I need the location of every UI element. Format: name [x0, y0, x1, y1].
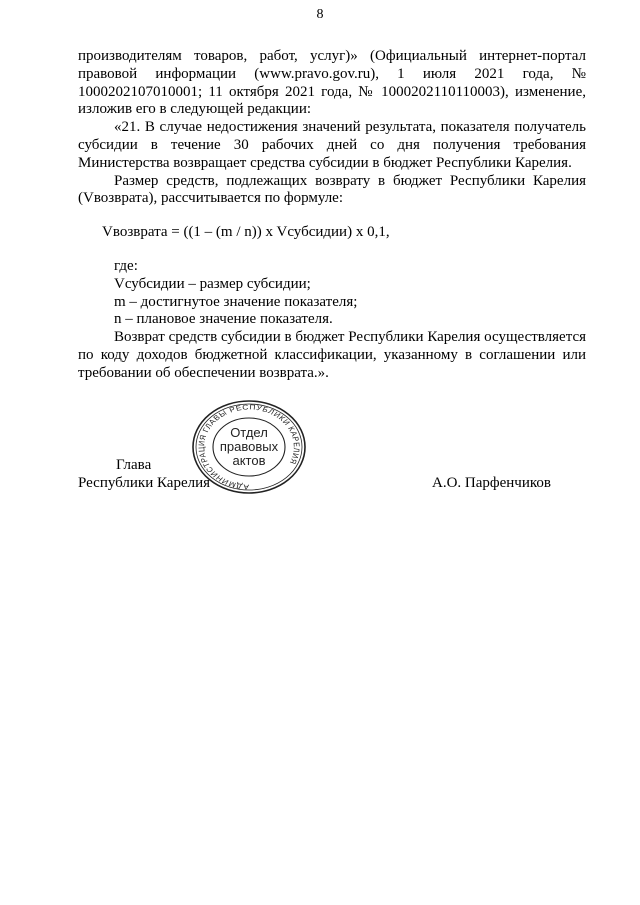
paragraph-refund-size: Размер средств, подлежащих возврату в бюджет Республики Карелия (Vвозврата), рассчитывается по формуле:: [78, 172, 586, 207]
definition-n: n – плановое значение показателя.: [114, 311, 333, 328]
paragraph-clause-21: «21. В случае недостижения значений результата, показателя получатель субсидии в течение 30 рабочих дней со дня получения требования Министерства возвращает средства субсидии в бюджет Республики Карелия.: [78, 119, 586, 171]
definition-m: m – достигнутое значение показателя;: [114, 293, 358, 310]
stamp-line-1: Отдел: [230, 425, 268, 440]
signatory-title: Глава: [116, 457, 152, 473]
stamp-ring-text: АДМИНИСТРАЦИЯ ГЛАВЫ РЕСПУБЛИКИ КАРЕЛИЯ: [196, 402, 302, 492]
stamp-line-2: правовых: [219, 439, 279, 454]
stamp-center-text: [190, 426, 308, 468]
paragraph-amendment-intro: производителям товаров, работ, услуг)» (Официальный интернет-портал правовой информации (www.pravo.gov.ru), 1 июля 2021 года, № 1000202107010001; 11 октября 2021 года, № 1000202110110003), изменение, изложив его в следующей редакции:: [78, 48, 586, 118]
page-number: 8: [316, 7, 324, 22]
formula-where: где:: [114, 257, 138, 274]
definition-vsubsidy: Vсубсидии – размер субсидии;: [114, 275, 311, 292]
signatory-name: А.О. Парфенчиков: [432, 475, 551, 491]
paragraph-refund-procedure: Возврат средств субсидии в бюджет Республики Карелия осуществляется по коду доходов бюджетной классификации, указанному в соглашении или требовании об обеспечении возврата.».: [78, 329, 586, 381]
stamp-line-3: актов: [232, 453, 266, 468]
signatory-organization: Республики Карелия: [78, 475, 211, 491]
document-body: [78, 48, 586, 383]
refund-formula: Vвозврата = ((1 – (m / n)) x Vсубсидии) x 0,1,: [102, 224, 390, 241]
